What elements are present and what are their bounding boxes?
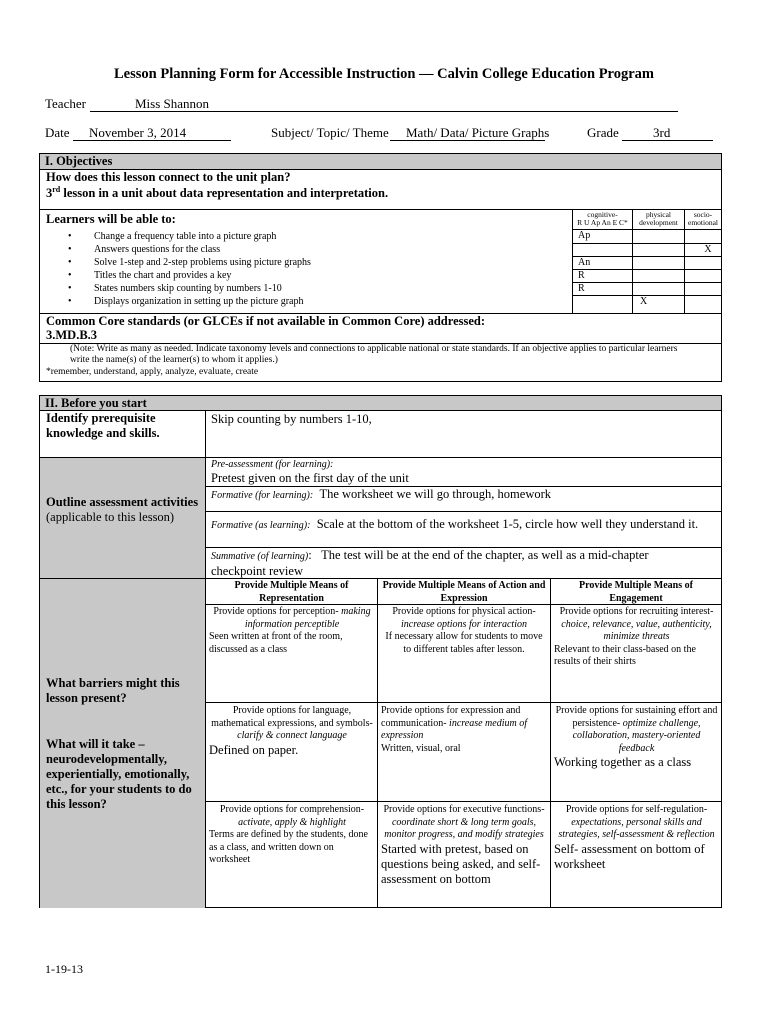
grade-field[interactable] xyxy=(622,125,713,141)
before-header: II. Before you start xyxy=(40,396,721,411)
grade-label: Grade xyxy=(587,125,619,140)
formative-as-row: Formative (as learning): Scale at the bottom of the worksheet 1-5, circle how well they understand it. xyxy=(211,517,699,531)
col-cognitive-header: cognitive- R U Ap An E C* xyxy=(577,210,628,227)
date-value: November 3, 2014 xyxy=(89,125,187,140)
cognitive-cell: R xyxy=(578,270,585,281)
prereq-label: Identify prerequisite knowledge and skills. xyxy=(46,411,160,440)
prereq-value: Skip counting by numbers 1-10, xyxy=(211,412,372,426)
udl-cell-r3c2: Provide options for executive functions- coordinate short & long term goals, monitor progress, and modify strategies Started with pretest, based on questions being asked, and self-assessment on bottom xyxy=(381,804,545,886)
list-item: • Change a frequency table into a picture graph xyxy=(50,230,570,243)
date-field[interactable] xyxy=(73,125,231,141)
list-item: • States numbers skip counting by numbers 1-10 xyxy=(50,282,570,295)
subject-value: Math/ Data/ Picture Graphs xyxy=(406,125,550,140)
form-title: Lesson Planning Form for Accessible Instruction — Calvin College Education Program xyxy=(114,66,654,82)
list-item: • Solve 1-step and 2-step problems using picture graphs xyxy=(50,256,570,269)
udl-cell-r1c2: Provide options for physical action- increase options for interaction If necessary allow for students to move to different tables after lesson. xyxy=(385,606,543,655)
teacher-value: Miss Shannon xyxy=(135,96,210,111)
udl-cell-r2c3: Provide options for sustaining effort and persistence- optimize challenge, collaboration, mastery-oriented feedback Working together as a class xyxy=(554,705,718,769)
subject-label: Subject/ Topic/ Theme xyxy=(271,125,389,140)
objectives-section xyxy=(39,153,722,382)
formative-for-row: Formative (for learning): The worksheet we will go through, homework xyxy=(211,487,552,501)
list-item: • Displays organization in setting up the picture graph xyxy=(50,295,570,308)
date-label: Date xyxy=(45,125,70,140)
udl-cell-r2c2: Provide options for expression and communication- increase medium of expression Written, visual, oral xyxy=(381,705,527,754)
col-socio-header: socio-emotional xyxy=(688,210,718,227)
physical-cell: X xyxy=(640,296,648,307)
socio-cell: X xyxy=(704,244,712,255)
udl-cell-r3c1: Provide options for comprehension- activate, apply & highlight Terms are defined by the students, done as a class, and written down on worksheet xyxy=(209,804,368,865)
list-item: • Titles the chart and provides a key xyxy=(50,269,570,282)
footer-code: 1-19-13 xyxy=(45,962,83,976)
udl-cell-r2c1: Provide options for language, mathematical expressions, and symbols- clarify & connect language Defined on paper. xyxy=(209,705,373,757)
teacher-label: Teacher xyxy=(45,96,86,111)
objectives-header: I. Objectives xyxy=(40,154,721,170)
taxonomy-note: *remember, understand, apply, analyze, evaluate, create xyxy=(46,367,259,377)
barriers-question: What barriers might this lesson present? xyxy=(46,676,180,705)
learners-label: Learners will be able to: xyxy=(46,212,176,226)
before-section xyxy=(39,395,722,908)
connect-question: How does this lesson connect to the unit plan? xyxy=(46,170,291,184)
assess-label: Outline assessment activities (applicable to this lesson) xyxy=(46,495,199,524)
udl-cell-r1c3: Provide options for recruiting interest- choice, relevance, value, authenticity, minimize threats Relevant to their class-based on the results of their shirts xyxy=(554,606,714,667)
udl-cell-r3c3: Provide options for self-regulation- expectations, personal skills and strategies, self-assessment & reflection Self- assessment on bottom of worksheet xyxy=(554,804,715,871)
grade-value: 3rd xyxy=(653,125,671,140)
col-header-engagement: Provide Multiple Means of Engagement xyxy=(579,580,693,604)
objective-list xyxy=(50,230,570,308)
cognitive-cell: An xyxy=(578,257,591,268)
note-text: (Note: Write as many as needed. Indicate taxonomy levels and connections to applicable national or state standards. If an objective applies to particular learners write the name(s) of the learner(s) to whom it applies.) xyxy=(70,344,678,365)
subject-field[interactable] xyxy=(390,125,550,141)
list-item: • Answers questions for the class xyxy=(50,243,570,256)
teacher-field[interactable] xyxy=(90,96,678,112)
common-core-value: 3.MD.B.3 xyxy=(46,328,98,342)
common-core-label: Common Core standards (or GLCEs if not available in Common Core) addressed: xyxy=(46,314,486,328)
udl-cell-r1c1: Provide options for perception- making information perceptible Seen written at front of the room, discussed as a class xyxy=(209,606,371,655)
cognitive-cell: R xyxy=(578,283,585,294)
cognitive-cell: Ap xyxy=(578,230,591,241)
pre-assessment-value: Pretest given on the first day of the unit xyxy=(211,471,409,485)
col-physical-header: physical development xyxy=(639,210,678,227)
summative-row: Summative (of learning): The test will be at the end of the chapter, as well as a mid-chapter checkpoint review xyxy=(211,548,649,578)
connect-answer: 3rd lesson in a unit about data representation and interpretation. xyxy=(46,185,389,201)
col-header-action-expression: Provide Multiple Means of Action and Expression xyxy=(382,580,546,604)
col-header-representation: Provide Multiple Means of Representation xyxy=(234,580,349,604)
pre-assessment-label: Pre-assessment (for learning): xyxy=(211,459,334,470)
barriers-what-it-takes: What will it take – neurodevelopmentally, experientially, emotionally, etc., for your students to do this lesson? xyxy=(46,737,192,811)
